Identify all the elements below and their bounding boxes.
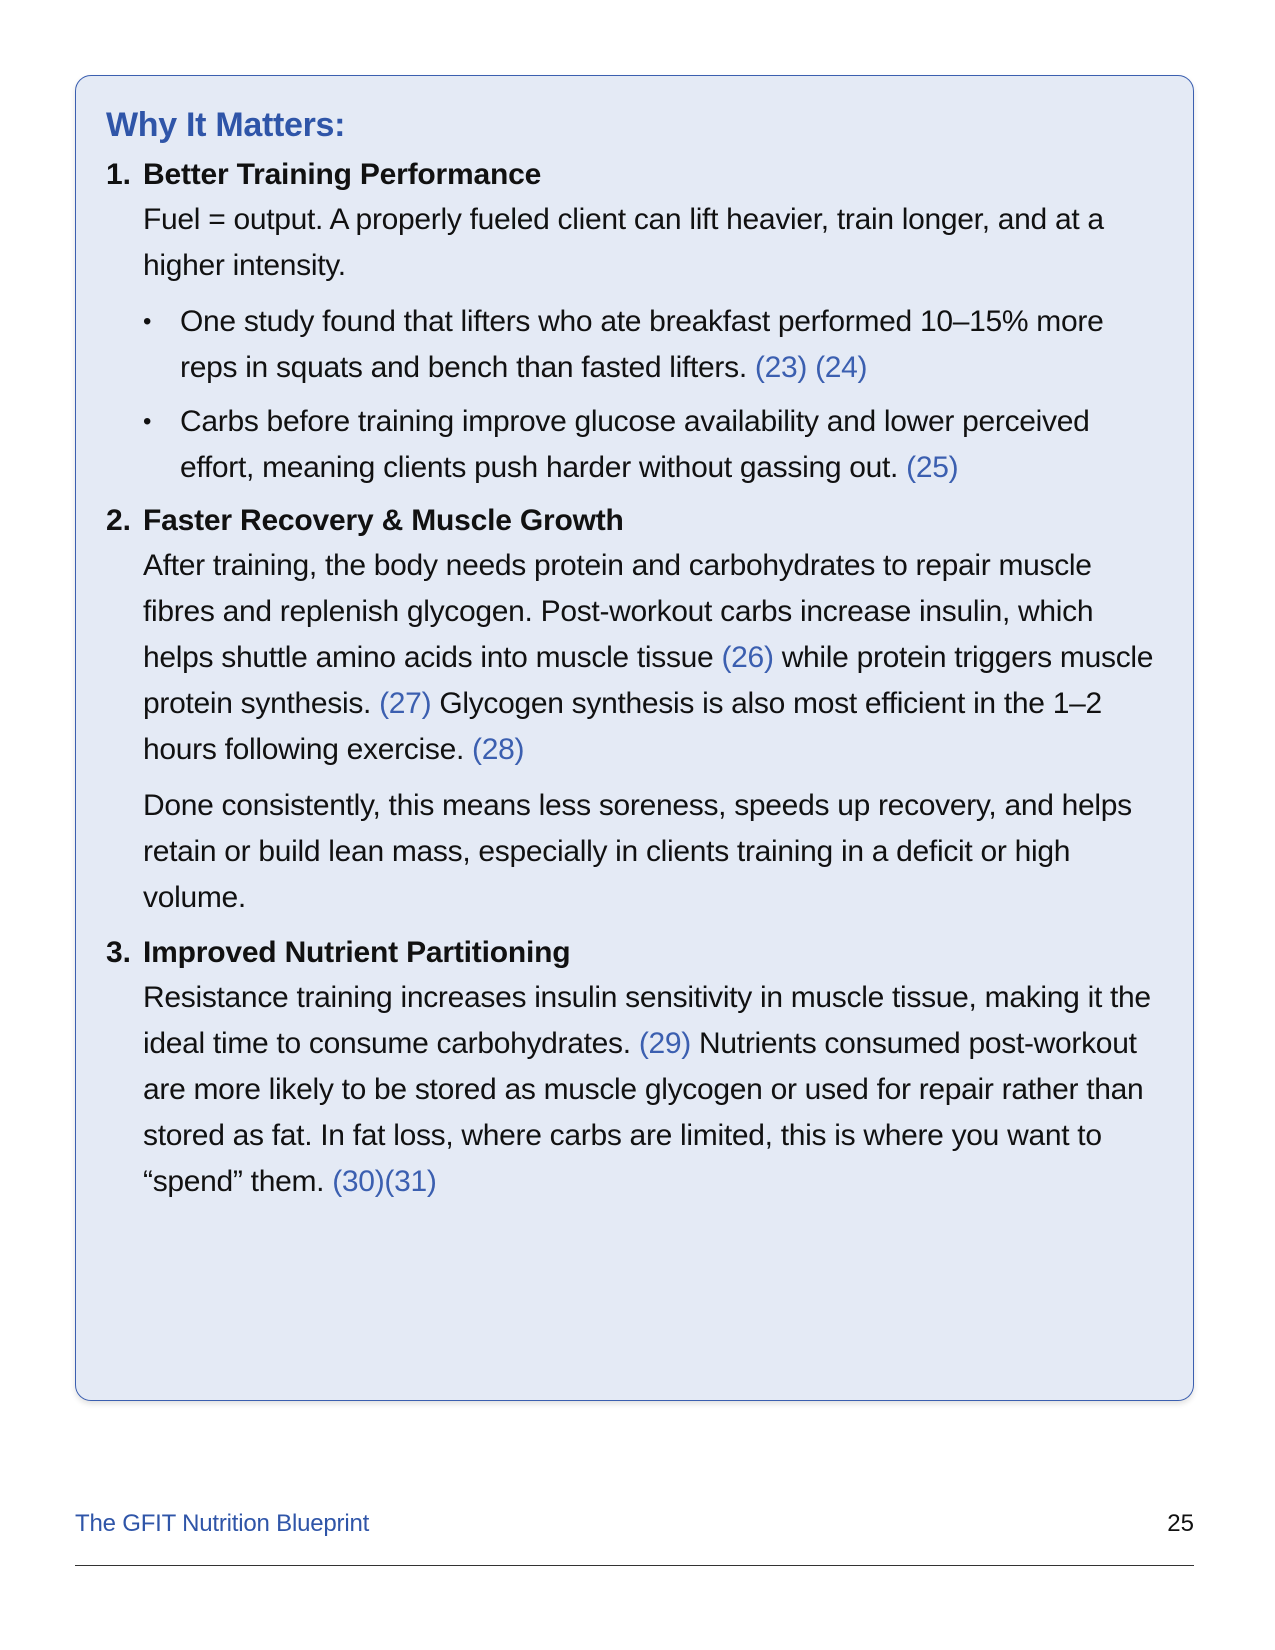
- citation: (26): [721, 641, 774, 674]
- citation: (25): [906, 451, 959, 484]
- paragraph-text: Glycogen synthesis is also most efficient in the 1–2 hours following exercise.: [143, 687, 1102, 766]
- list-item-nutrient-partitioning: [106, 931, 1165, 1205]
- page-number: 25: [1167, 1510, 1194, 1537]
- paragraph-text: After training, the body needs protein and carbohydrates to repair muscle fibres and replenish glycogen. Post-workout carbs increase insulin, which helps shuttle amino acids into muscle tissue: [143, 549, 1094, 674]
- citation: (28): [472, 733, 525, 766]
- bullet-item: [143, 299, 1165, 391]
- bullet-text: One study found that lifters who ate breakfast performed 10–15% more reps in squats and bench than fasted lifters.: [180, 305, 1104, 384]
- bullet-dot-icon: •: [143, 408, 152, 435]
- paragraph-text: while protein triggers muscle protein synthesis.: [143, 641, 1154, 720]
- footer-divider: [75, 1565, 1194, 1566]
- citation: (30)(31): [332, 1165, 437, 1198]
- bullet-dot-icon: •: [143, 308, 152, 335]
- item-title: Better Training Performance: [143, 158, 542, 191]
- list-item-recovery-growth: [106, 499, 1165, 921]
- list-item-training-performance: [106, 153, 1165, 491]
- item-number: 2.: [106, 504, 132, 537]
- item-paragraph: [143, 543, 1165, 773]
- paragraph-text: Nutrients consumed post-workout are more likely to be stored as muscle glycogen or used for repair rather than stored as fat. In fat loss, where carbs are limited, this is where you want to “spend” them.: [143, 1027, 1144, 1198]
- item-paragraph: Done consistently, this means less soreness, speeds up recovery, and helps retain or build lean mass, especially in clients training in a deficit or high volume.: [143, 789, 1132, 914]
- why-it-matters-callout: [75, 75, 1194, 1401]
- item-paragraph: Fuel = output. A properly fueled client can lift heavier, train longer, and at a higher intensity.: [143, 203, 1104, 282]
- citation: (27): [379, 687, 432, 720]
- paragraph-text: Resistance training increases insulin sensitivity in muscle tissue, making it the ideal time to consume carbohydrates.: [143, 981, 1151, 1060]
- bullet-text: Carbs before training improve glucose availability and lower perceived effort, meaning clients push harder without gassing out.: [180, 405, 1090, 484]
- item-number: 3.: [106, 936, 132, 969]
- item-number: 1.: [106, 158, 132, 191]
- item-paragraph: [143, 975, 1165, 1205]
- citation: (29): [638, 1027, 691, 1060]
- callout-heading: Why It Matters:: [106, 106, 346, 144]
- item-title: Improved Nutrient Partitioning: [143, 936, 571, 969]
- citation: (23) (24): [754, 351, 868, 384]
- item-title: Faster Recovery & Muscle Growth: [143, 504, 624, 537]
- bullet-list: [143, 299, 1165, 491]
- footer-document-title: The GFIT Nutrition Blueprint: [75, 1510, 370, 1537]
- bullet-item: [143, 399, 1165, 491]
